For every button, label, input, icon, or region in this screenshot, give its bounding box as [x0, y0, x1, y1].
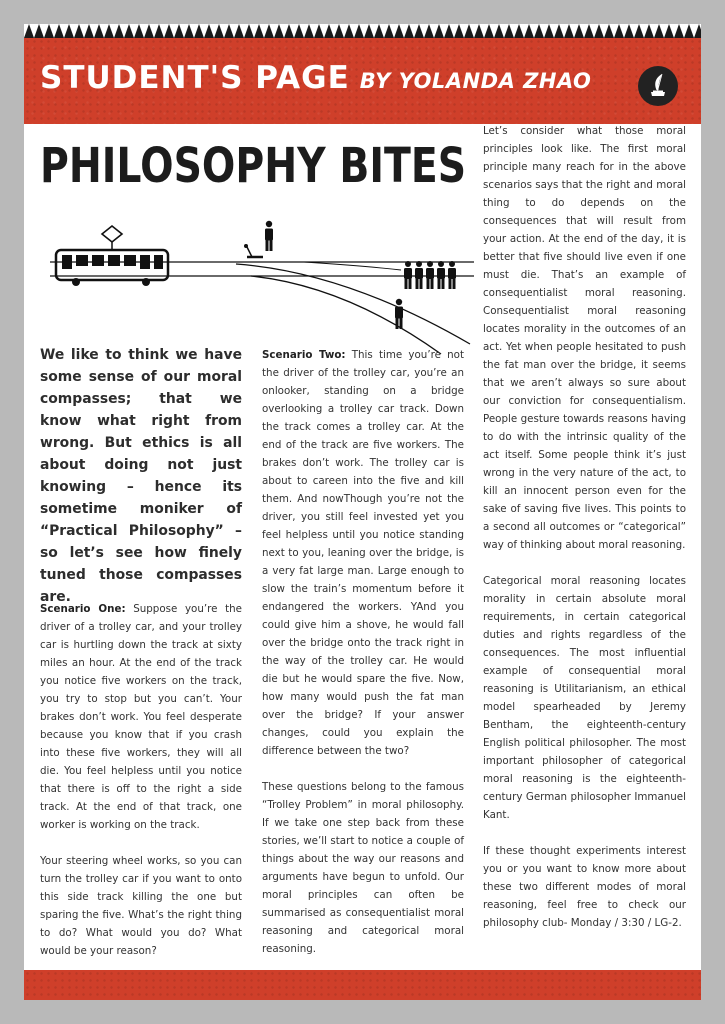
column3-paragraph-3: [483, 842, 686, 932]
column1-paragraph-1-text: Suppose you’re the driver of a trolley car, and your trolley car is hurtling down the track at sixty miles an hour. At the end of the track you notice five workers on the track, you try to stop but you can’t. Your brakes don’t work. You feel desperate because you know that if you crash into these five workers, they will all die. You feel helpless until you notice that there is off to the right a side track. At the end of that track, one worker is working on the track.: [40, 603, 242, 831]
article-lead: [40, 344, 242, 608]
column3-paragraph-2: [483, 572, 686, 824]
header-title-text: STUDENT'S PAGE: [40, 60, 350, 96]
article-column-3: [483, 122, 686, 950]
column3-paragraph-1-text: Let’s consider what those moral principles look like. The first moral principle many reach for in the above scenarios says that the right and moral thing to do depends on the consequences that will result from your action. At the end of the day, it is better that five should live even if one must die. That’s an example of consequentialist moral reasoning. Consequentialist moral reasoning locates morality in the outcomes of an act. Yet when people hesitated to push the fat man over the bridge, it seems that we aren’t always so sure about our conviction for consequentialism. People gesture towards reasons having to do with the intrinsic quality of the act itself. Some people think it’s just wrong in the very nature of the act, to kill an innocent person even for the sake of saving five lives. This points to a second all outcomes or “categorical” way of thinking about moral reasoning.: [483, 125, 686, 551]
column1-paragraph-2: [40, 852, 242, 960]
column3-paragraph-3-text: If these thought experiments interest you or you want to know more about these two different modes of moral reasoning, feel free to check our philosophy club- Monday / 3:30 / LG-2.: [483, 845, 686, 929]
column2-paragraph-1-text: This time you’re not the driver of the trolley car, you’re an onlooker, standing on a bridge overlooking a trolley car track. Down the track comes a trolley car. At the end of the track are five workers. The brakes don’t work. The trolley car is about to careen into the five and kill them. And nowThough you’re not the driver, you still feel invested yet you feel helpless until you notice standing next to you, leaning over the bridge, is a very fat large man. Large enough to slow the train’s momentum before it endangered the workers. YAnd you could give him a shove, he would fall over the bridge onto the track right in the way of the trolley car. He would die but he would spare the five. Now, how many would push the fat man over the bridge? If your answer changes, could you explain the difference between the two?: [262, 349, 464, 757]
page: [24, 24, 701, 1000]
article-column-1: [40, 600, 242, 978]
footer-bar: [24, 970, 701, 1000]
quill-inkwell-icon: [638, 66, 678, 106]
header-title: [40, 60, 591, 96]
column1-paragraph-1: [40, 600, 242, 834]
header-banner: [24, 38, 701, 124]
header-byline: BY YOLANDA ZHAO: [359, 69, 592, 93]
trolley-problem-illustration: [46, 204, 476, 354]
column2-paragraph-2: [262, 778, 464, 958]
column3-paragraph-1: [483, 122, 686, 554]
lead-paragraph: We like to think we have some sense of our moral compasses; that we know what right from wrong. But ethics is all about doing not just knowing – hence its sometime moniker of “Practical Philosophy” – so let’s see how finely tuned those compasses are.: [40, 347, 242, 605]
article-column-2: [262, 346, 464, 976]
scenario-one-label: Scenario One:: [40, 603, 126, 615]
column2-paragraph-2-text: These questions belong to the famous “Trolley Problem” in moral philosophy. If we take one step back from these stories, we’ll start to notice a couple of things about the way our reasons and arguments have begun to unfold. Our moral principles can often be summarised as consequentialist moral reasoning and categorical moral reasoning.: [262, 781, 464, 955]
column2-paragraph-1: [262, 346, 464, 760]
zigzag-border-top: [24, 24, 701, 38]
scenario-two-label: Scenario Two:: [262, 349, 346, 361]
article-title: PHILOSOPHY BITES: [40, 138, 467, 194]
column1-paragraph-2-text: Your steering wheel works, so you can turn the trolley car if you want to onto this side track killing the one but sparing the five. What’s the right thing to do? What would you do? What would be your reason?: [40, 855, 242, 957]
column3-paragraph-2-text: Categorical moral reasoning locates morality in certain absolute moral requirements, in certain categorical duties and rights regardless of the consequences. The most influential example of consequential moral reasoning is Utilitarianism, an ethical model spearheaded by Jeremy Bentham, the eighteenth-century English political philosopher. The most important philosopher of categorical moral reasoning is the eighteenth-century German philosopher Immanuel Kant.: [483, 575, 686, 821]
